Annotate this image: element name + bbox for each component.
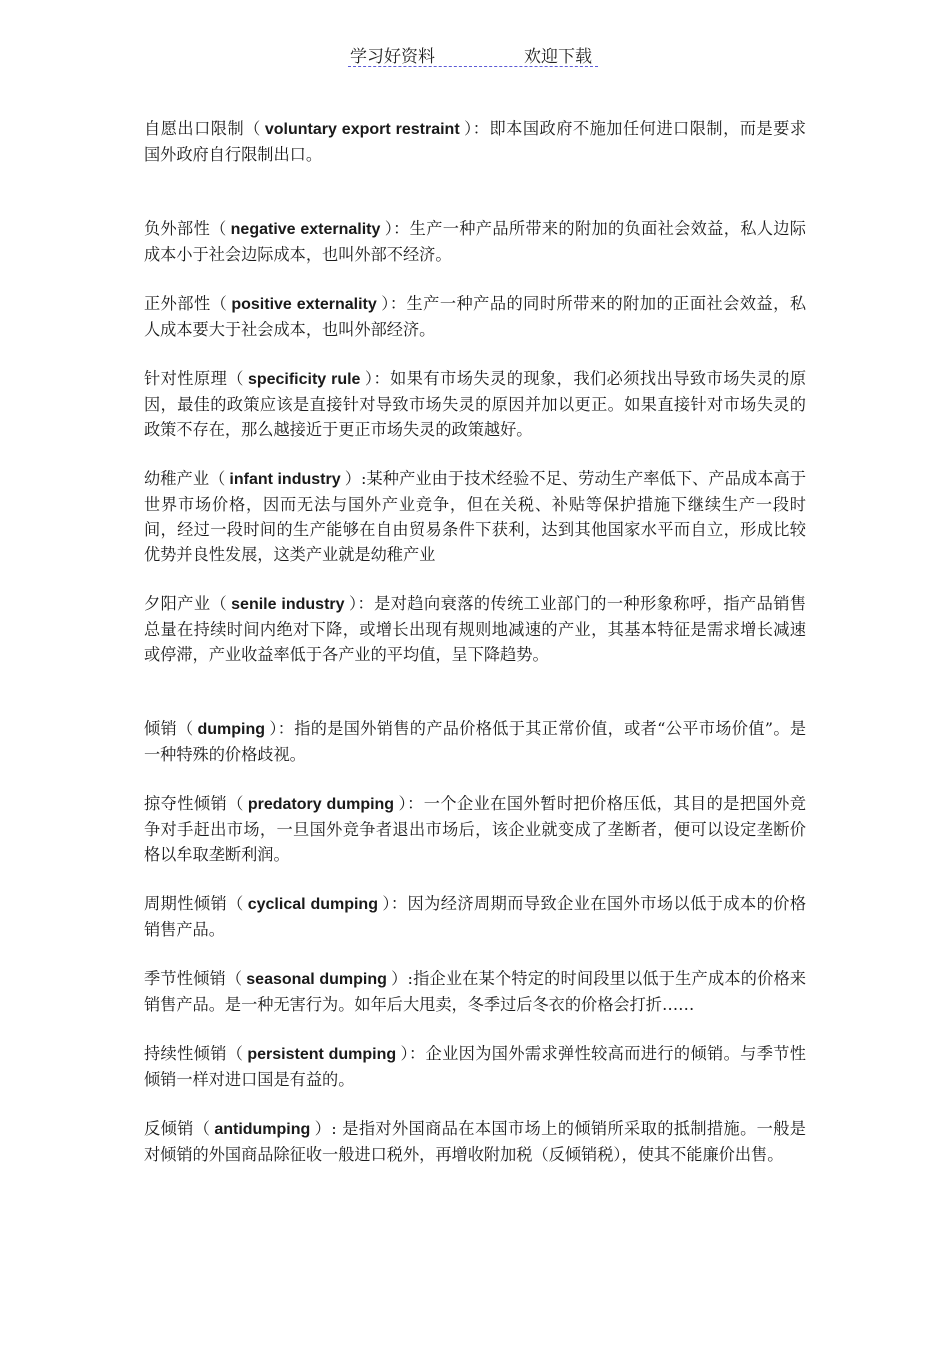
entry-english-term: negative externality <box>230 221 381 238</box>
entry-english-term: cyclical dumping <box>247 896 378 913</box>
entry-definition: ）:指企业在某个特定的时间段里以低于生产成本的价格来销售产品。是一种无害行为。如年后大甩卖，冬季过后冬衣的价格会打折…… <box>144 969 807 1014</box>
entry-term: 倾销（ <box>144 719 194 738</box>
entry-term: 夕阳产业（ <box>144 594 228 613</box>
entry-definition: ）：因为经济周期而导致企业在国外市场以低于成本的价格销售产品。 <box>144 894 807 939</box>
entry-english-term: positive externality <box>231 296 377 313</box>
entry-term: 幼稚产业（ <box>144 469 226 488</box>
page-header <box>348 40 598 67</box>
entry-english-term: persistent dumping <box>247 1046 397 1063</box>
entry-english-term: antidumping <box>214 1121 311 1138</box>
entry-english-term: predatory dumping <box>247 796 395 813</box>
entry-cyclical-dumping <box>144 891 806 942</box>
entry-term: 持续性倾销（ <box>144 1044 244 1063</box>
entry-definition: ）：生产一种产品的同时所带来的附加的正面社会效益，私人成本要大于社会成本，也叫外部经济。 <box>144 294 807 339</box>
entry-term: 针对性原理（ <box>144 369 244 388</box>
entry-definition: ）:某种产业由于技术经验不足、劳动生产率低下、产品成本高于世界市场价格，因而无法与国外产业竞争，但在关税、补贴等保护措施下继续生产一段时间，经过一段时间的生产能够在自由贸易条件下获利，达到其他国家水平而自立，形成比较优势并良性发展，这类产业就是幼稚产业 <box>144 469 807 564</box>
entry-english-term: senile industry <box>231 596 345 613</box>
entry-term: 反倾销（ <box>144 1119 211 1138</box>
entry-definition: ）：一个企业在国外暂时把价格压低，其目的是把国外竞争对手赶出市场，一旦国外竞争者退出市场后，该企业就变成了垄断者，便可以设定垄断价格以牟取垄断利润。 <box>144 794 806 864</box>
entry-definition: ）：企业因为国外需求弹性较高而进行的倾销。与季节性倾销一样对进口国是有益的。 <box>144 1044 806 1089</box>
entry-term: 周期性倾销（ <box>144 894 244 913</box>
entry-definition: ）: 是指对外国商品在本国市场上的倾销所采取的抵制措施。一般是对倾销的外国商品除征收一般进口税外，再增收附加税（反倾销税），使其不能廉价出售。 <box>144 1119 806 1164</box>
entry-dumping <box>144 716 806 767</box>
entry-english-term: voluntary export restraint <box>264 121 460 138</box>
glossary-content <box>144 116 806 1167</box>
entry-persistent-dumping <box>144 1041 806 1092</box>
header-right-text: 欢迎下载 <box>524 47 592 67</box>
entry-definition: ）：是对趋向衰落的传统工业部门的一种形象称呼，指产品销售总量在持续时间内绝对下降，或增长出现有规则地减速的产业，其基本特征是需求增长减速或停滞，产业收益率低于各产业的平均值，呈下降趋势。 <box>144 594 807 664</box>
entry-english-term: dumping <box>197 721 266 738</box>
entry-term: 季节性倾销（ <box>144 969 243 988</box>
entry-term: 负外部性（ <box>144 219 227 238</box>
entry-specificity-rule <box>144 366 806 442</box>
entry-definition: ）：即本国政府不施加任何进口限制，而是要求国外政府自行限制出口。 <box>144 119 807 164</box>
entry-english-term: seasonal dumping <box>246 971 387 988</box>
entry-term: 掠夺性倾销（ <box>144 794 244 813</box>
entry-voluntary-export-restraint <box>144 116 806 167</box>
entry-definition: ）：生产一种产品所带来的附加的负面社会效益，私人边际成本小于社会边际成本，也叫外部不经济。 <box>144 219 806 264</box>
entry-antidumping <box>144 1116 806 1167</box>
entry-senile-industry <box>144 591 806 667</box>
entry-definition: ）：如果有市场失灵的现象，我们必须找出导致市场失灵的原因，最佳的政策应该是直接针对导致市场失灵的原因并加以更正。如果直接针对市场失灵的政策不存在，那么越接近于更正市场失灵的政策越好。 <box>144 369 807 439</box>
entry-term: 正外部性（ <box>144 294 228 313</box>
entry-definition: ）：指的是国外销售的产品价格低于其正常价值，或者“公平市场价值”。是一种特殊的价格歧视。 <box>144 719 807 764</box>
entry-term: 自愿出口限制（ <box>144 119 261 138</box>
entry-positive-externality <box>144 291 806 342</box>
entry-seasonal-dumping <box>144 966 806 1017</box>
entry-infant-industry <box>144 466 806 567</box>
header-left-text: 学习好资料 <box>350 47 435 67</box>
entry-english-term: specificity rule <box>247 371 361 388</box>
entry-negative-externality <box>144 216 806 267</box>
entry-english-term: infant industry <box>229 471 341 488</box>
entry-predatory-dumping <box>144 791 806 867</box>
